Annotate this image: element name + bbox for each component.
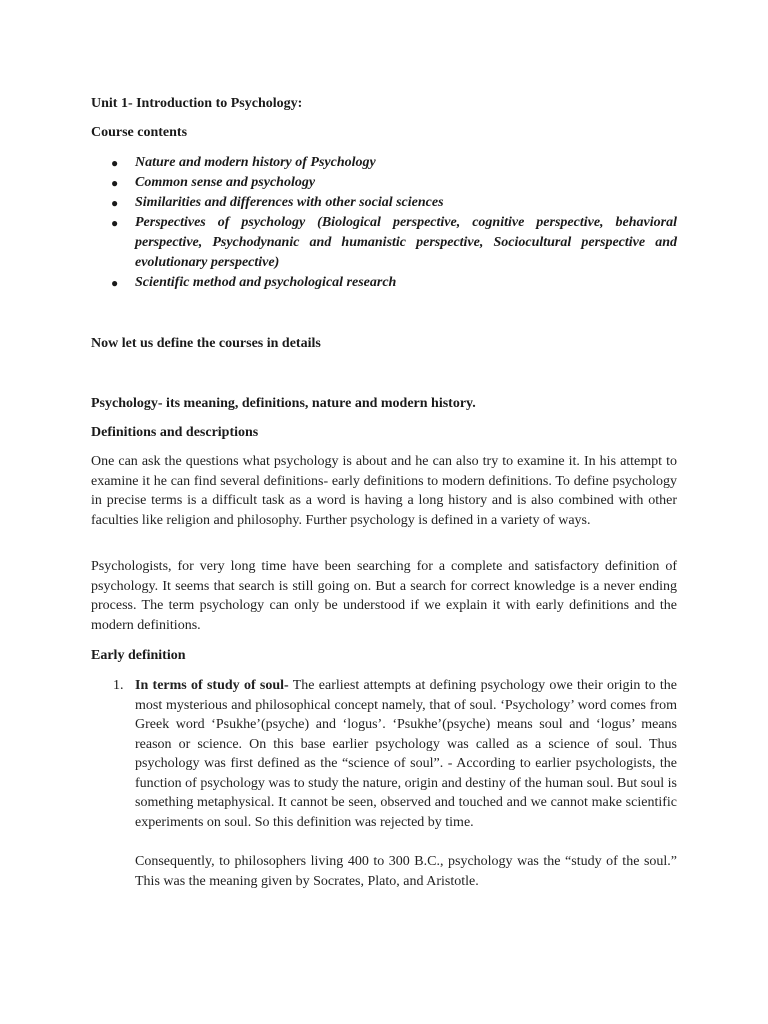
define-heading: Now let us define the courses in details xyxy=(91,336,321,351)
bullet-icon: ● xyxy=(111,216,119,230)
item-lead: In terms of study of soul- xyxy=(135,678,289,693)
list-item xyxy=(91,213,677,273)
numbered-item-soul xyxy=(113,676,677,891)
bullet-icon: ● xyxy=(111,196,119,210)
list-item-text: Nature and modern history of Psychology xyxy=(135,155,376,170)
unit-title: Unit 1- Introduction to Psychology: xyxy=(91,96,303,111)
bullet-icon: ● xyxy=(111,156,119,170)
item-number: 1. xyxy=(113,678,124,693)
paragraph-search: Psychologists, for very long time have been searching for a complete and satisfactory definition of psychology. It seems that search is still going on. But a search for correct knowledge is a never ending process. The term psychology can only be understood if we explain it with early definitions and the modern definitions. xyxy=(91,559,677,633)
course-contents-list xyxy=(91,153,677,293)
item-text: The earliest attempts at defining psychology owe their origin to the most mysterious and philosophical concept namely, that of soul. ‘Psychology’ word comes from Greek word ‘Psukhe’(psyche) and ‘logus’. ‘Psukhe’(psyche) means soul and ‘logus’ means reason or science. On this base earlier psychology was called as a science of soul. Thus psychology was first defined as the “science of soul”. - According to earlier psychologists, the function of psychology was to study the nature, origin and destiny of the human soul. But soul is something metaphysical. It cannot be seen, observed and touched and we cannot make scientific experiments on soul. So this definition was rejected by time. xyxy=(135,678,677,830)
list-item-text: Perspectives of psychology (Biological perspective, cognitive perspective, behavioral perspective, Psychodynanic and humanistic perspective, Sociocultural perspective and evolutionary perspective) xyxy=(135,215,677,270)
list-item-text: Scientific method and psychological research xyxy=(135,275,397,290)
list-item-text: Similarities and differences with other social sciences xyxy=(135,195,444,210)
list-item xyxy=(91,193,677,213)
course-contents-heading: Course contents xyxy=(91,125,188,140)
bullet-icon: ● xyxy=(111,276,119,290)
early-definition-heading: Early definition xyxy=(91,648,186,663)
list-item xyxy=(91,273,677,293)
meaning-heading: Psychology- its meaning, definitions, nature and modern history. xyxy=(91,396,476,411)
list-item-text: Common sense and psychology xyxy=(135,175,316,190)
list-item xyxy=(91,153,677,173)
paragraph-definitions: One can ask the questions what psychology is about and he can also try to examine it. In his attempt to examine it he can find several definitions- early definitions to modern definitions. To define psychology in precise terms is a difficult task as a word is having a long history and is also combined with other faculties like religion and philosophy. Further psychology is defined in a variety of ways. xyxy=(91,454,677,528)
bullet-icon: ● xyxy=(111,176,119,190)
list-item xyxy=(91,173,677,193)
item-followup: Consequently, to philosophers living 400 to 300 B.C., psychology was the “study of the soul.” This was the meaning given by Socrates, Plato, and Aristotle. xyxy=(135,854,677,889)
definitions-heading: Definitions and descriptions xyxy=(91,425,259,440)
item-body xyxy=(135,676,677,832)
